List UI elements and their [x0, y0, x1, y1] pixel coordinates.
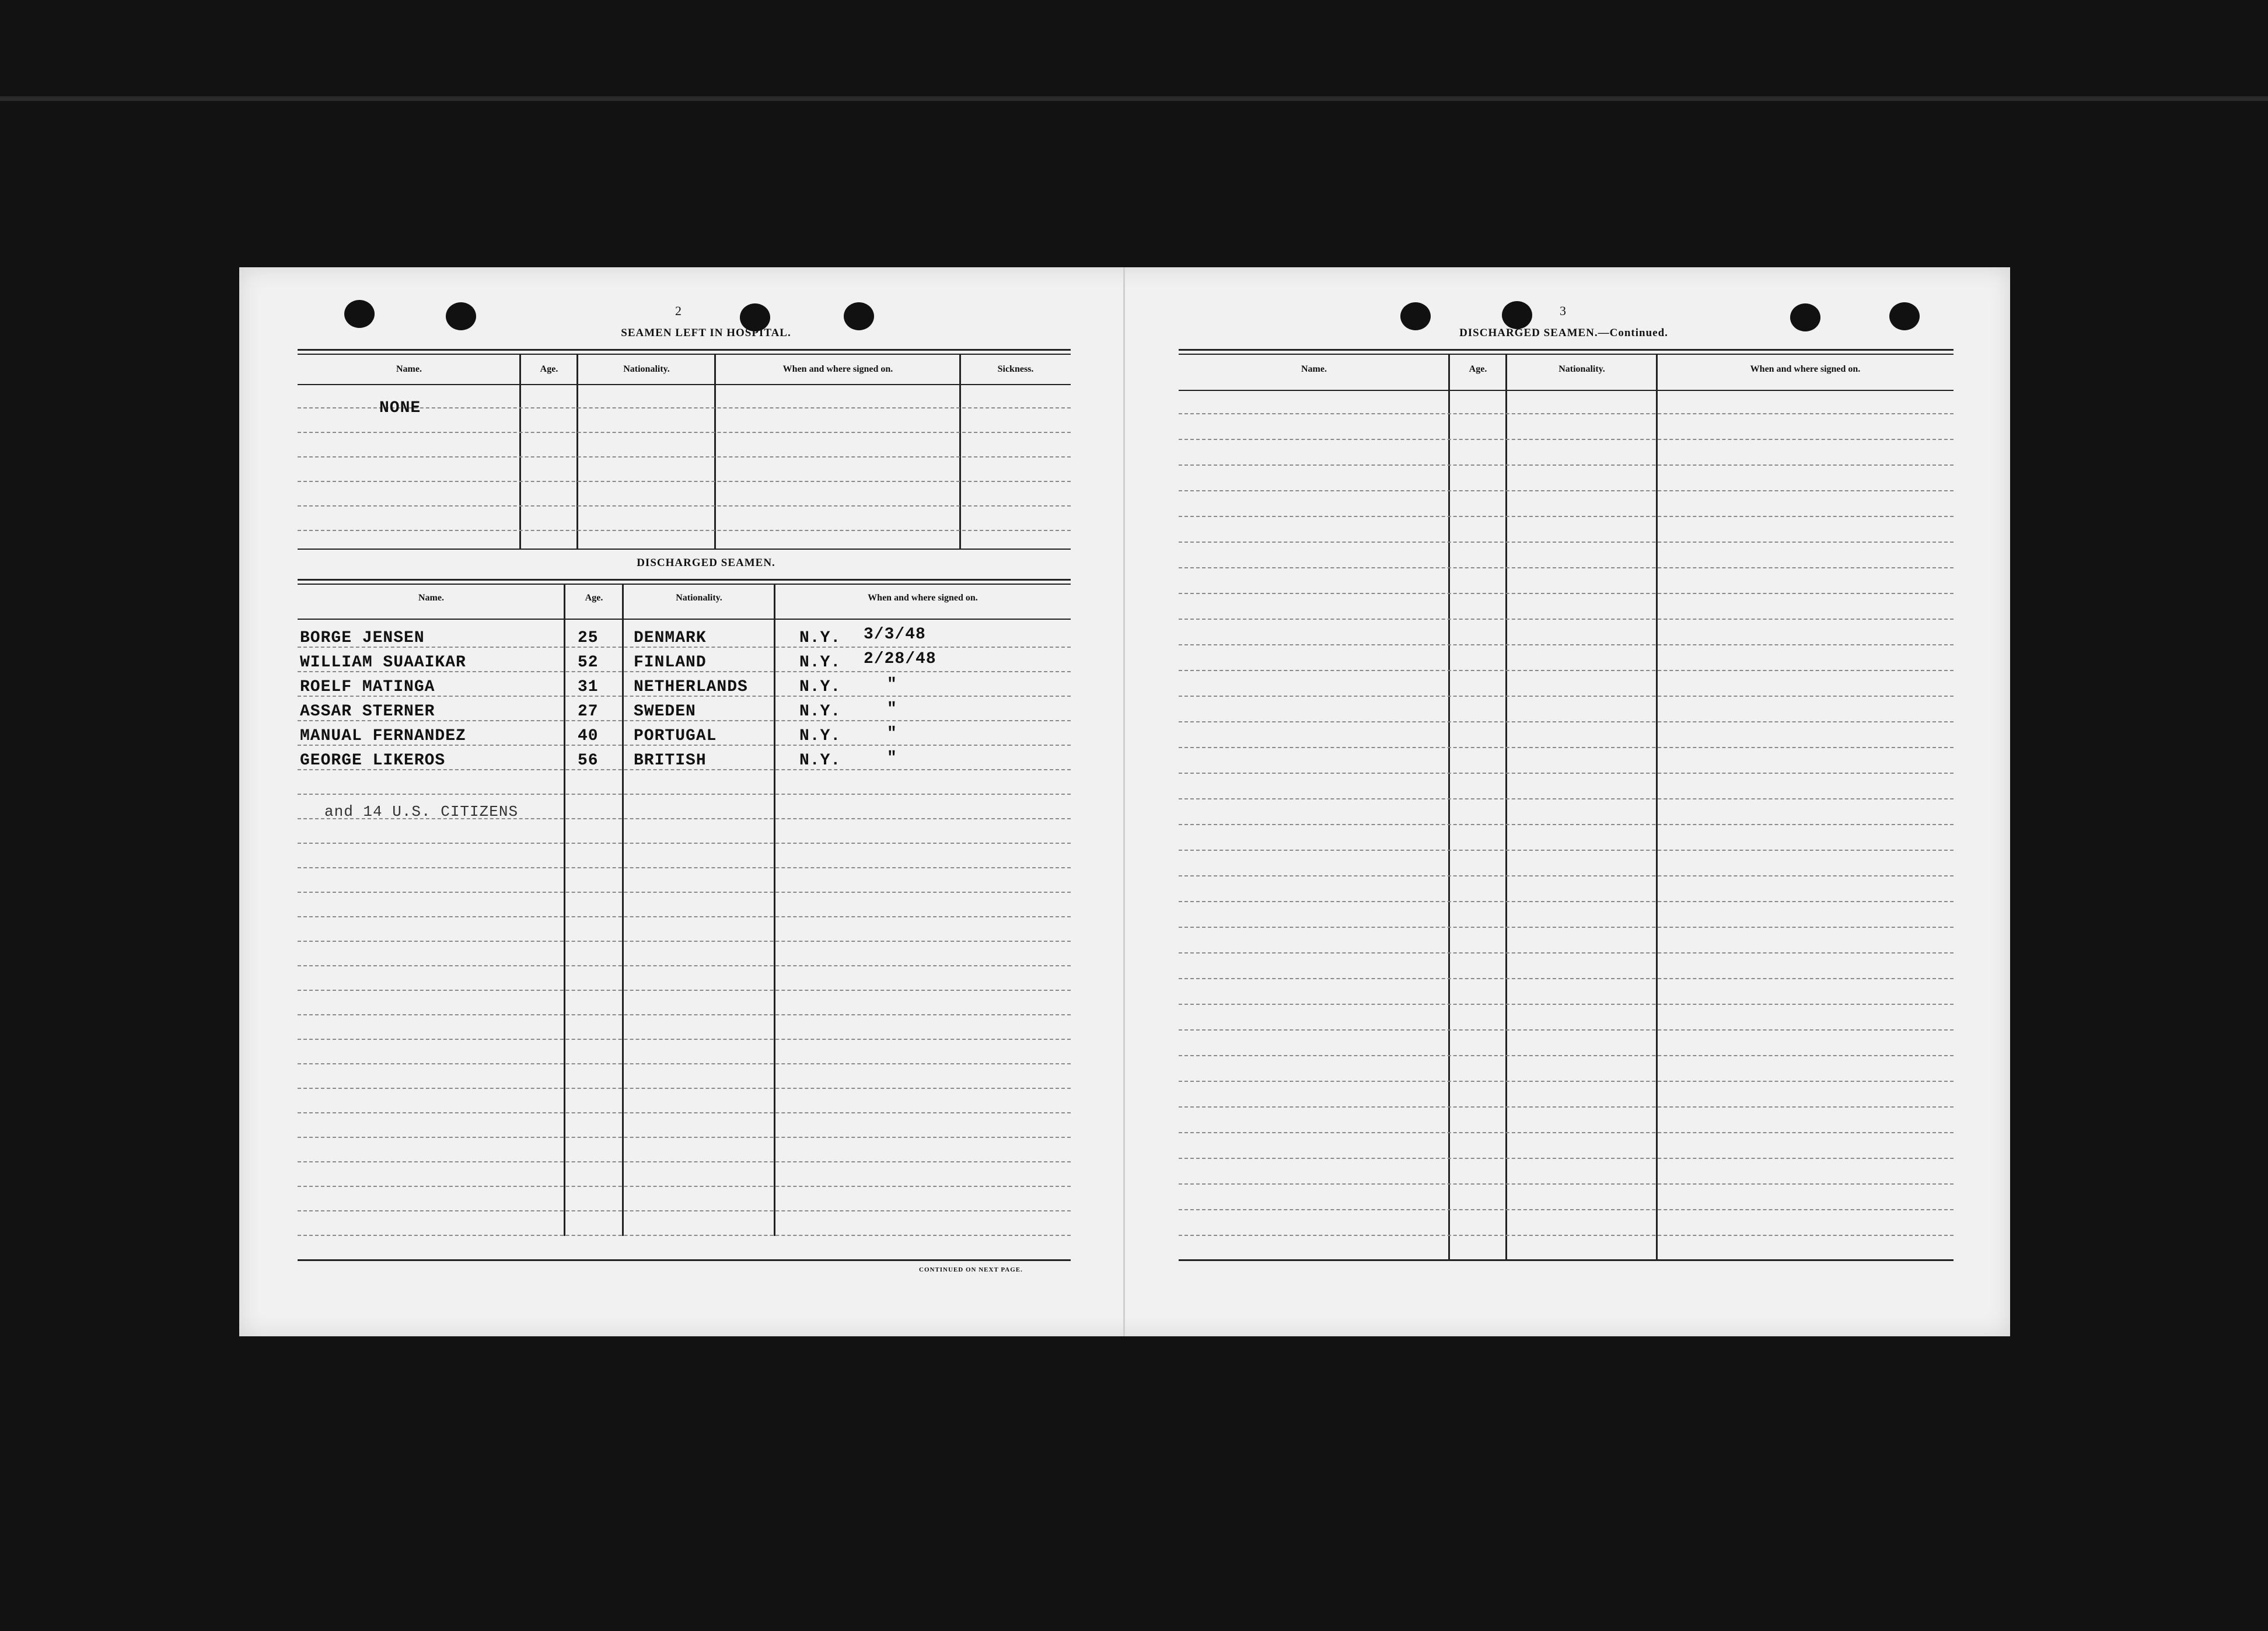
ruled-line	[298, 505, 1071, 507]
rule	[298, 349, 1071, 351]
citizens-note: and 14 U.S. CITIZENS	[324, 803, 519, 820]
ruled-line	[1179, 1183, 1954, 1185]
seaman-age: 31	[578, 678, 599, 696]
continued-note: CONTINUED ON NEXT PAGE.	[919, 1266, 1023, 1273]
ruled-line	[298, 843, 1071, 844]
seaman-name: MANUAL FERNANDEZ	[300, 727, 466, 745]
ruled-line	[298, 1063, 1071, 1064]
punch-hole	[446, 302, 476, 330]
hospital-col-signed-on: When and where signed on.	[782, 364, 893, 374]
discharged-col-nationality: Nationality.	[676, 593, 722, 603]
ruled-line	[1179, 567, 1954, 568]
page-number-right: 3	[1560, 303, 1566, 318]
seaman-signed-place: N.Y.	[799, 703, 841, 721]
punch-hole	[844, 302, 874, 330]
ruled-line	[1179, 413, 1954, 414]
seaman-signed-date: "	[887, 676, 897, 694]
ruled-line	[1179, 490, 1954, 491]
page-number-left: 2	[675, 303, 682, 318]
ruled-line	[298, 867, 1071, 868]
seaman-signed-date: 3/3/48	[864, 626, 926, 644]
ruled-line	[1179, 1209, 1954, 1210]
discharged-col-age: Age.	[585, 593, 603, 603]
rule	[1179, 1259, 1954, 1261]
document-sheet	[239, 267, 2010, 1336]
seaman-signed-place: N.Y.	[799, 727, 841, 745]
punch-hole	[1889, 302, 1920, 330]
seaman-name: BORGE JENSEN	[300, 629, 425, 647]
ruled-line	[298, 530, 1071, 531]
seaman-signed-date: "	[887, 725, 897, 743]
seaman-signed-date: "	[887, 700, 897, 718]
seaman-signed-date: "	[887, 749, 897, 767]
hospital-col-age: Age.	[540, 364, 558, 374]
continued-col-nationality: Nationality.	[1558, 364, 1605, 374]
ruled-line	[1179, 542, 1954, 543]
rule	[298, 549, 1071, 550]
page-fold	[1123, 267, 1125, 1336]
ruled-line	[1179, 1004, 1954, 1005]
seaman-name: ASSAR STERNER	[300, 703, 435, 721]
seaman-nationality: BRITISH	[634, 752, 707, 770]
ruled-line	[1179, 1029, 1954, 1031]
rule	[298, 1259, 1071, 1261]
ruled-line	[1179, 1235, 1954, 1236]
ruled-line	[1179, 464, 1954, 466]
ruled-line	[1179, 901, 1954, 902]
seaman-signed-place: N.Y.	[799, 678, 841, 696]
punch-hole	[344, 300, 375, 328]
seaman-signed-place: N.Y.	[799, 752, 841, 770]
continued-col-age: Age.	[1469, 364, 1487, 374]
ruled-line	[1179, 1158, 1954, 1159]
seaman-age: 56	[578, 752, 599, 770]
ruled-line	[1179, 1081, 1954, 1082]
ruled-line	[298, 990, 1071, 991]
hospital-col-sickness: Sickness.	[997, 364, 1034, 374]
column-divider	[774, 585, 775, 1236]
punch-hole	[1502, 301, 1532, 329]
seaman-signed-place: N.Y.	[799, 654, 841, 672]
seaman-age: 40	[578, 727, 599, 745]
ruled-line	[1179, 824, 1954, 825]
rule	[1179, 349, 1954, 351]
column-divider	[622, 585, 624, 1236]
seaman-age: 27	[578, 703, 599, 721]
ruled-line	[1179, 644, 1954, 645]
discharged-col-signed-on: When and where signed on.	[868, 593, 978, 603]
ruled-line	[1179, 593, 1954, 594]
ruled-line	[1179, 1132, 1954, 1133]
seaman-name: GEORGE LIKEROS	[300, 752, 446, 770]
ruled-line	[298, 1112, 1071, 1113]
seaman-nationality: DENMARK	[634, 629, 707, 647]
ruled-line	[298, 481, 1071, 482]
ruled-line	[298, 892, 1071, 893]
ruled-line	[298, 1137, 1071, 1138]
seaman-name: ROELF MATINGA	[300, 678, 435, 696]
ruled-line	[298, 794, 1071, 795]
continued-col-name: Name.	[1301, 364, 1327, 374]
seaman-nationality: NETHERLANDS	[634, 678, 748, 696]
ruled-line	[298, 1039, 1071, 1040]
ruled-line	[298, 941, 1071, 942]
rule	[298, 584, 1071, 585]
ruled-line	[298, 1014, 1071, 1015]
ruled-line	[1179, 952, 1954, 954]
rule	[1179, 390, 1954, 391]
ruled-line	[298, 1235, 1071, 1236]
seaman-age: 25	[578, 629, 599, 647]
rule	[298, 619, 1071, 620]
continued-col-signed-on: When and where signed on.	[1750, 364, 1861, 374]
ruled-line	[298, 965, 1071, 966]
ruled-line	[1179, 721, 1954, 722]
ruled-line	[1179, 747, 1954, 748]
ruled-line	[298, 1186, 1071, 1187]
ruled-line	[1179, 927, 1954, 928]
ruled-line	[1179, 1055, 1954, 1056]
seaman-nationality: SWEDEN	[634, 703, 696, 721]
ruled-line	[1179, 1106, 1954, 1108]
ruled-line	[298, 1088, 1071, 1089]
rule	[1179, 354, 1954, 355]
hospital-col-name: Name.	[396, 364, 422, 374]
hospital-entry: NONE	[379, 399, 421, 417]
seaman-signed-date: 2/28/48	[864, 650, 936, 668]
ruled-line	[1179, 798, 1954, 799]
rule	[298, 579, 1071, 581]
ruled-line	[298, 432, 1071, 433]
ruled-line	[1179, 619, 1954, 620]
seaman-age: 52	[578, 654, 599, 672]
ruled-line	[1179, 875, 1954, 876]
discharged-continued-title: DISCHARGED SEAMEN.—Continued.	[1459, 327, 1668, 339]
hospital-section-title: SEAMEN LEFT IN HOSPITAL.	[621, 327, 791, 339]
ruled-line	[298, 916, 1071, 917]
punch-hole	[1790, 303, 1820, 331]
seaman-nationality: PORTUGAL	[634, 727, 717, 745]
ruled-line	[1179, 516, 1954, 517]
punch-hole	[1400, 302, 1431, 330]
scanner-band	[0, 96, 2268, 101]
ruled-line	[298, 1210, 1071, 1211]
seaman-nationality: FINLAND	[634, 654, 707, 672]
ruled-line	[1179, 850, 1954, 851]
ruled-line	[1179, 978, 1954, 979]
ruled-line	[1179, 670, 1954, 671]
discharged-col-name: Name.	[418, 593, 444, 603]
ruled-line	[298, 456, 1071, 457]
seaman-signed-place: N.Y.	[799, 629, 841, 647]
ruled-line	[1179, 773, 1954, 774]
seaman-name: WILLIAM SUAAIKAR	[300, 654, 466, 672]
column-divider	[564, 585, 565, 1236]
rule	[298, 354, 1071, 355]
ruled-line	[1179, 696, 1954, 697]
hospital-col-nationality: Nationality.	[623, 364, 670, 374]
ruled-line	[1179, 439, 1954, 440]
ruled-line	[298, 1161, 1071, 1162]
rule	[298, 384, 1071, 385]
discharged-section-title: DISCHARGED SEAMEN.	[637, 557, 775, 569]
